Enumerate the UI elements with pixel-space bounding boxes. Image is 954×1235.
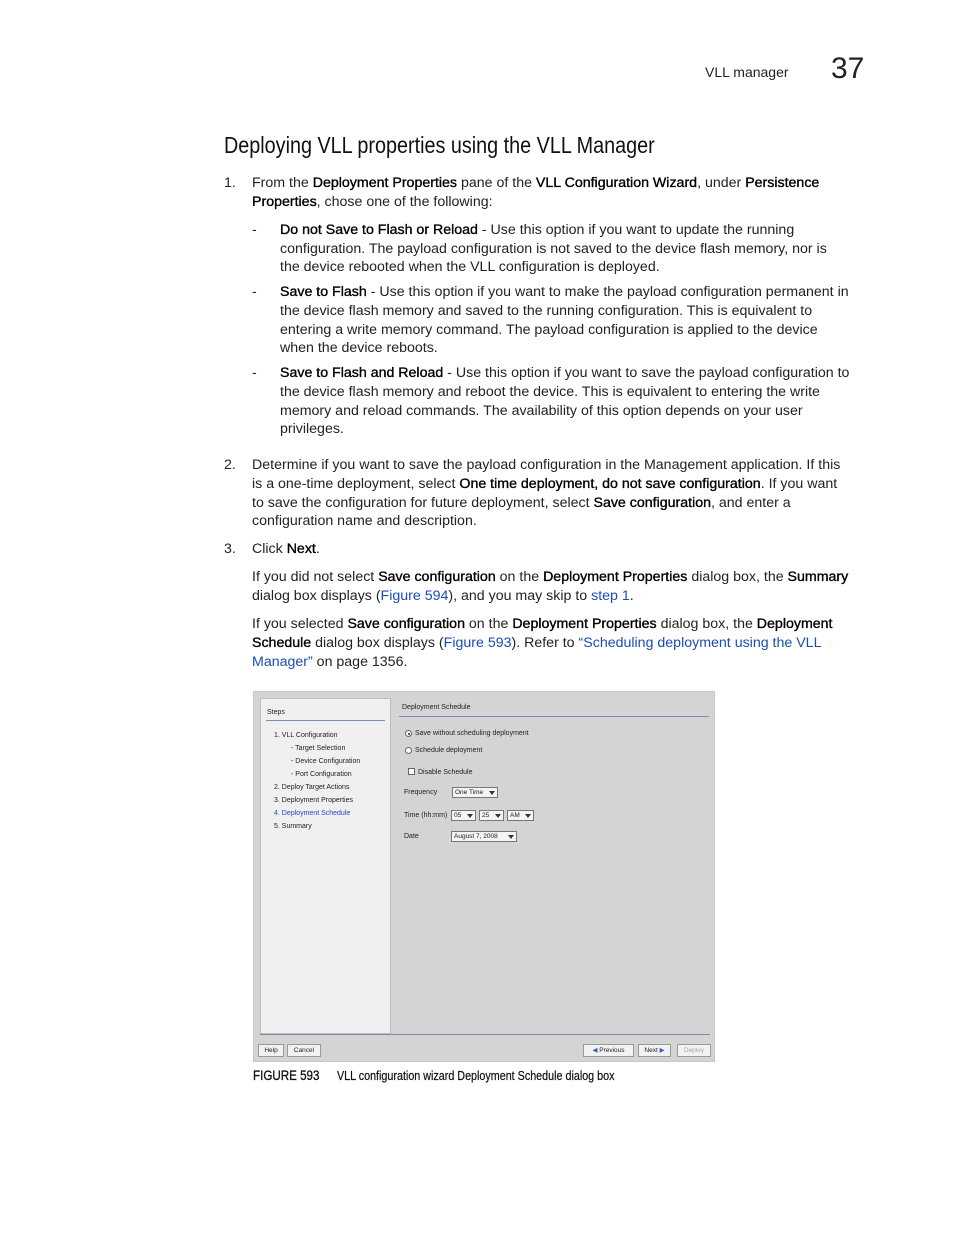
running-header: VLL manager <box>705 64 789 80</box>
previous-button[interactable]: ◀ Previous <box>583 1044 634 1057</box>
step-item[interactable]: 5. Summary <box>274 823 312 830</box>
link-figure-593[interactable]: Figure 593 <box>443 635 512 651</box>
link-figure-594[interactable]: Figure 594 <box>380 588 449 604</box>
ampm-select[interactable]: AM <box>507 810 534 821</box>
frequency-label: Frequency <box>404 789 438 796</box>
chevron-down-icon <box>467 814 473 818</box>
help-button[interactable]: Help <box>258 1044 284 1057</box>
radio-save-label: Save without scheduling deployment <box>415 730 529 737</box>
step3-para1-line1: If you did not select Save configuration on the Deployment Properties dialog box, the Summary <box>252 569 849 585</box>
bullet-dash: - <box>252 365 257 381</box>
hour-select[interactable]: 05 <box>451 810 476 821</box>
wizard-dialog-screenshot <box>253 691 715 1062</box>
step-item[interactable]: - Device Configuration <box>291 758 361 765</box>
step-number: 2. <box>224 457 236 473</box>
bullet-dash: - <box>252 284 257 300</box>
step-item[interactable]: - Port Configuration <box>291 771 352 778</box>
option-save-and-reload: Save to Flash and Reload - Use this option if you want to save the payload configuration to <box>280 365 850 381</box>
panel-title: Deployment Schedule <box>402 704 471 711</box>
section-title: Deploying VLL properties using the VLL Manager <box>224 132 655 158</box>
option-text-line: the device flash memory and saved to the running configuration. This is equivalent to <box>280 303 813 319</box>
option-text-line: memory and reload commands. The availability of this option depends on your user <box>280 403 803 419</box>
step2-line2: is a one-time deployment, select One time deployment, do not save configuration. If you want <box>252 476 838 492</box>
chevron-down-icon <box>508 835 514 839</box>
minute-select[interactable]: 25 <box>479 810 504 821</box>
frequency-select[interactable]: One Time <box>452 787 498 798</box>
step3-para1-line2: dialog box displays (Figure 594), and you may skip to step 1. <box>252 588 634 604</box>
step2-line4: configuration name and description. <box>252 513 477 529</box>
chevron-down-icon <box>489 791 495 795</box>
step-number: 1. <box>224 175 236 191</box>
step-item[interactable]: 2. Deploy Target Actions <box>274 784 350 791</box>
cancel-button[interactable]: Cancel <box>287 1044 321 1057</box>
option-text-line: entering a write memory command. The payload configuration is applied to the device <box>280 322 818 338</box>
step2-line1: Determine if you want to save the payload configuration in the Management application. If this <box>252 457 841 473</box>
bottom-divider <box>260 1034 710 1035</box>
option-text-line: the device rebooted when the VLL configuration is deployed. <box>280 259 660 275</box>
chevron-down-icon <box>495 814 501 818</box>
radio-save-without-schedule[interactable] <box>405 730 412 737</box>
option-save-to-flash: Save to Flash - Use this option if you want to make the payload configuration permanent in <box>280 284 849 300</box>
step-item[interactable]: 1. VLL Configuration <box>274 732 338 739</box>
date-label: Date <box>404 833 419 840</box>
steps-title: Steps <box>267 709 285 716</box>
next-button[interactable]: Next ▶ <box>638 1044 671 1057</box>
figure-caption: VLL configuration wizard Deployment Schedule dialog box <box>337 1069 615 1083</box>
steps-divider <box>266 720 385 721</box>
step3-line: Click Next. <box>252 541 320 557</box>
step-item-active[interactable]: 4. Deployment Schedule <box>274 810 351 817</box>
time-label: Time (hh:mm) <box>404 812 448 819</box>
arrow-right-icon: ▶ <box>657 1047 665 1054</box>
step1-line2: Properties, chose one of the following: <box>252 194 493 210</box>
link-scheduling-section[interactable]: “Scheduling deployment using the VLL <box>578 635 822 651</box>
step3-para2-line1: If you selected Save configuration on the Deployment Properties dialog box, the Deployment <box>252 616 833 632</box>
date-select[interactable]: August 7, 2008 <box>451 831 517 842</box>
bullet-dash: - <box>252 222 257 238</box>
arrow-left-icon: ◀ <box>592 1047 600 1054</box>
option-do-not-save: Do not Save to Flash or Reload - Use this option if you want to update the running <box>280 222 795 238</box>
option-text-line: configuration. The payload configuration is not saved to the device flash memory, nor is <box>280 241 827 257</box>
link-scheduling-section-cont[interactable]: Manager” <box>252 654 313 670</box>
option-text-line: the device flash memory and reboot the device. This is equivalent to entering the write <box>280 384 820 400</box>
radio-schedule-label: Schedule deployment <box>415 747 483 754</box>
chevron-down-icon <box>525 814 531 818</box>
option-text-line: privileges. <box>280 421 344 437</box>
figure-label: FIGURE 593 <box>253 1068 320 1083</box>
checkbox-disable-label: Disable Schedule <box>418 769 473 776</box>
step1-line1: From the Deployment Properties pane of the VLL Configuration Wizard, under Persistence <box>252 175 820 191</box>
radio-schedule-deployment[interactable] <box>405 747 412 754</box>
step-number: 3. <box>224 541 236 557</box>
step-item[interactable]: 3. Deployment Properties <box>274 797 353 804</box>
step-item[interactable]: - Target Selection <box>291 745 346 752</box>
step3-para2-line2: Schedule dialog box displays (Figure 593). Refer to “Scheduling deployment using the VLL <box>252 635 822 651</box>
panel-divider <box>399 716 709 717</box>
step2-line3: to save the configuration for future deployment, select Save configuration, and enter a <box>252 495 791 511</box>
steps-panel <box>260 698 391 1034</box>
deploy-button[interactable]: Deploy <box>677 1044 711 1057</box>
option-text-line: when the device reboots. <box>280 340 438 356</box>
chapter-number: 37 <box>831 52 865 85</box>
checkbox-disable-schedule[interactable] <box>408 768 415 775</box>
step3-para2-line3: Manager” on page 1356. <box>252 654 408 670</box>
link-step-1[interactable]: step 1 <box>591 588 630 604</box>
